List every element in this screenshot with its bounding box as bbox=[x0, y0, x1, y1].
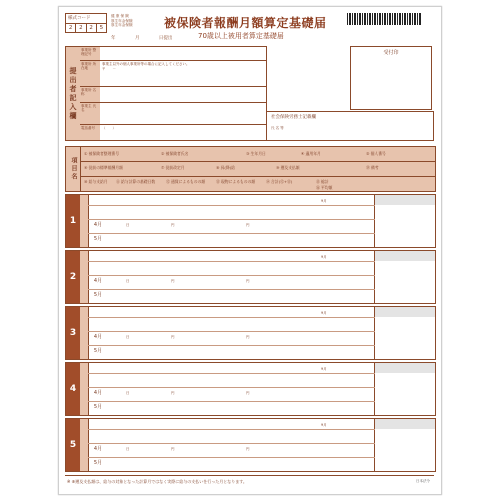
form-footer bbox=[65, 475, 434, 488]
header-item: ⑦ 従前改定月 bbox=[161, 165, 185, 170]
entry-month: 5月 bbox=[93, 348, 103, 354]
divider bbox=[80, 161, 435, 162]
yen-unit: 円 bbox=[246, 279, 250, 283]
phone-field[interactable]: （ ） bbox=[102, 126, 116, 130]
divider bbox=[88, 331, 375, 332]
divider bbox=[88, 387, 375, 388]
form-code-digit: 5 bbox=[99, 25, 104, 31]
divider bbox=[88, 205, 375, 206]
sep-month-label: 9月 bbox=[321, 311, 327, 315]
submitter-row-label: 事業所 所在地 bbox=[80, 61, 100, 87]
date-day: 日提出 bbox=[158, 36, 173, 41]
header-item: ⑨ 遡及支払額 bbox=[276, 165, 300, 170]
sharoushi-label: 社会保険労務士記載欄 bbox=[271, 115, 316, 120]
form-sheet bbox=[58, 6, 442, 495]
submitter-side-label: 提出者記入欄 bbox=[66, 47, 81, 140]
header-item: ② 被保険者氏名 bbox=[161, 151, 189, 156]
form-code-digit: 2 bbox=[76, 24, 86, 32]
entry-remarks-col[interactable] bbox=[374, 261, 435, 303]
receipt-stamp-box bbox=[350, 46, 432, 110]
yen-unit: 円 bbox=[171, 391, 175, 395]
entry-month: 4月 bbox=[93, 446, 103, 452]
entry-personal-number-field[interactable] bbox=[374, 419, 435, 429]
entry-personal-number-field[interactable] bbox=[374, 363, 435, 373]
header-item: ⑬ 現物によるものの額 bbox=[216, 179, 256, 184]
date-year: 年 bbox=[111, 36, 116, 41]
header-item: ⑫ 通貨によるものの額 bbox=[166, 179, 206, 184]
form-code-cells bbox=[66, 23, 106, 32]
insurance-type: 健 康 保 険 bbox=[111, 14, 129, 18]
yen-unit: 円 bbox=[171, 279, 175, 283]
employer-name-field[interactable] bbox=[100, 103, 266, 125]
divider bbox=[88, 373, 375, 374]
entry-month: 5月 bbox=[93, 404, 103, 410]
insurance-type: 厚生年金保険 bbox=[111, 23, 133, 28]
sep-month-label: 9月 bbox=[321, 367, 327, 371]
submitter-row-label: 事業所 整理記号 bbox=[80, 47, 100, 61]
form-code-box bbox=[65, 13, 107, 33]
header-item: ⑪ 給与計算の基礎日数 bbox=[116, 179, 156, 184]
yen-unit: 円 bbox=[246, 391, 250, 395]
divider bbox=[88, 345, 375, 346]
sharoushi-box[interactable] bbox=[266, 111, 434, 141]
yen-unit: 円 bbox=[246, 447, 250, 451]
employee-entry[interactable] bbox=[65, 362, 436, 416]
header-item: ⑩ 給与支給月 bbox=[84, 179, 108, 184]
submission-date[interactable] bbox=[111, 35, 190, 41]
employee-entry[interactable] bbox=[65, 418, 436, 472]
header-item: ⑤ 個人番号 bbox=[366, 151, 386, 156]
insurance-type: 厚生年金保険 bbox=[111, 18, 133, 23]
divider bbox=[88, 457, 375, 458]
entry-month: 5月 bbox=[93, 460, 103, 466]
header-item: ④ 適用年月 bbox=[301, 151, 321, 156]
divider bbox=[88, 401, 375, 402]
entry-personal-number-field[interactable] bbox=[374, 195, 435, 205]
entry-remarks-col[interactable] bbox=[374, 429, 435, 471]
form-code-label: 様式コード bbox=[68, 16, 91, 21]
entry-number: 4 bbox=[66, 363, 80, 415]
yen-unit: 円 bbox=[246, 223, 250, 227]
office-code-field[interactable] bbox=[100, 47, 266, 61]
header-item: ⑥ 従前の標準報酬月額 bbox=[84, 165, 123, 170]
header-item: ⑯ 平均額 bbox=[316, 185, 333, 190]
divider bbox=[88, 233, 375, 234]
divider bbox=[88, 261, 375, 262]
divider bbox=[88, 219, 375, 220]
entry-remarks-col[interactable] bbox=[374, 317, 435, 359]
day-unit: 日 bbox=[126, 391, 130, 395]
item-header-table bbox=[65, 146, 436, 192]
sharoushi-name-label: 氏 名 等 bbox=[271, 126, 284, 130]
yen-unit: 円 bbox=[246, 335, 250, 339]
submitter-row-label: 電話番号 bbox=[80, 125, 100, 140]
entry-number: 1 bbox=[66, 195, 80, 247]
employee-entry[interactable] bbox=[65, 194, 436, 248]
entry-month: 5月 bbox=[93, 292, 103, 298]
divider bbox=[88, 275, 375, 276]
form-code-digit: 2 bbox=[66, 24, 76, 32]
sep-month-label: 9月 bbox=[321, 199, 327, 203]
barcode bbox=[347, 13, 421, 25]
submitter-section bbox=[65, 46, 267, 141]
publisher-mark: 日本法令 bbox=[416, 479, 430, 483]
submitter-row-label: 事業所 名 称 bbox=[80, 87, 100, 103]
divider bbox=[88, 317, 375, 318]
divider bbox=[88, 443, 375, 444]
entry-number: 2 bbox=[66, 251, 80, 303]
insurance-type-list bbox=[111, 14, 133, 28]
office-name-field[interactable] bbox=[100, 87, 266, 103]
item-header-side-label: 項目名 bbox=[66, 147, 81, 191]
entry-month: 4月 bbox=[93, 334, 103, 340]
yen-unit: 円 bbox=[171, 335, 175, 339]
entry-remarks-col[interactable] bbox=[374, 373, 435, 415]
office-address-field[interactable] bbox=[100, 61, 266, 87]
divider bbox=[80, 176, 435, 177]
entry-personal-number-field[interactable] bbox=[374, 307, 435, 317]
entry-month: 4月 bbox=[93, 222, 103, 228]
note-text: 事業主以外の個人事業所等の場合に記入してください。 bbox=[102, 62, 190, 66]
form-title: 被保険者報酬月額算定基礎届 bbox=[164, 16, 327, 30]
header-item: ① 被保険者整理番号 bbox=[84, 151, 119, 156]
entry-number: 5 bbox=[66, 419, 80, 471]
day-unit: 日 bbox=[126, 335, 130, 339]
sep-month-label: 9月 bbox=[321, 423, 327, 427]
entry-remarks-col[interactable] bbox=[374, 205, 435, 247]
employee-entry[interactable] bbox=[65, 250, 436, 304]
entry-personal-number-field[interactable] bbox=[374, 251, 435, 261]
header-item: ⑮ 総計 bbox=[316, 179, 329, 184]
header-item: ⑭ 合計(⑫+⑬) bbox=[266, 179, 293, 184]
form-subtitle: 70歳以上被用者算定基礎届 bbox=[198, 32, 284, 40]
entry-month: 4月 bbox=[93, 390, 103, 396]
postal-prefix: 〒 － bbox=[102, 67, 116, 71]
day-unit: 日 bbox=[126, 279, 130, 283]
day-unit: 日 bbox=[126, 223, 130, 227]
divider bbox=[88, 429, 375, 430]
date-month: 月 bbox=[134, 36, 140, 41]
submitter-row-label: 事業主 氏 名 bbox=[80, 103, 100, 125]
day-unit: 日 bbox=[126, 447, 130, 451]
divider bbox=[88, 289, 375, 290]
footer-note: ※ ⑨遡及支払額は、給与の対象となった計算月ではなく実際に給与の支払いを行った月となります。 bbox=[67, 479, 247, 484]
entry-month: 5月 bbox=[93, 236, 103, 242]
receipt-label: 受付印 bbox=[383, 50, 399, 56]
entry-month: 4月 bbox=[93, 278, 103, 284]
entry-number: 3 bbox=[66, 307, 80, 359]
sep-month-label: 9月 bbox=[321, 255, 327, 259]
form-code-digit: 2 bbox=[87, 24, 97, 32]
yen-unit: 円 bbox=[171, 447, 175, 451]
employee-entry[interactable] bbox=[65, 306, 436, 360]
header-item: ⑱ 備考 bbox=[366, 165, 379, 170]
yen-unit: 円 bbox=[171, 223, 175, 227]
header-item: ⑧ 昇(降)給 bbox=[216, 165, 235, 170]
header-item: ③ 生年月日 bbox=[246, 151, 266, 156]
